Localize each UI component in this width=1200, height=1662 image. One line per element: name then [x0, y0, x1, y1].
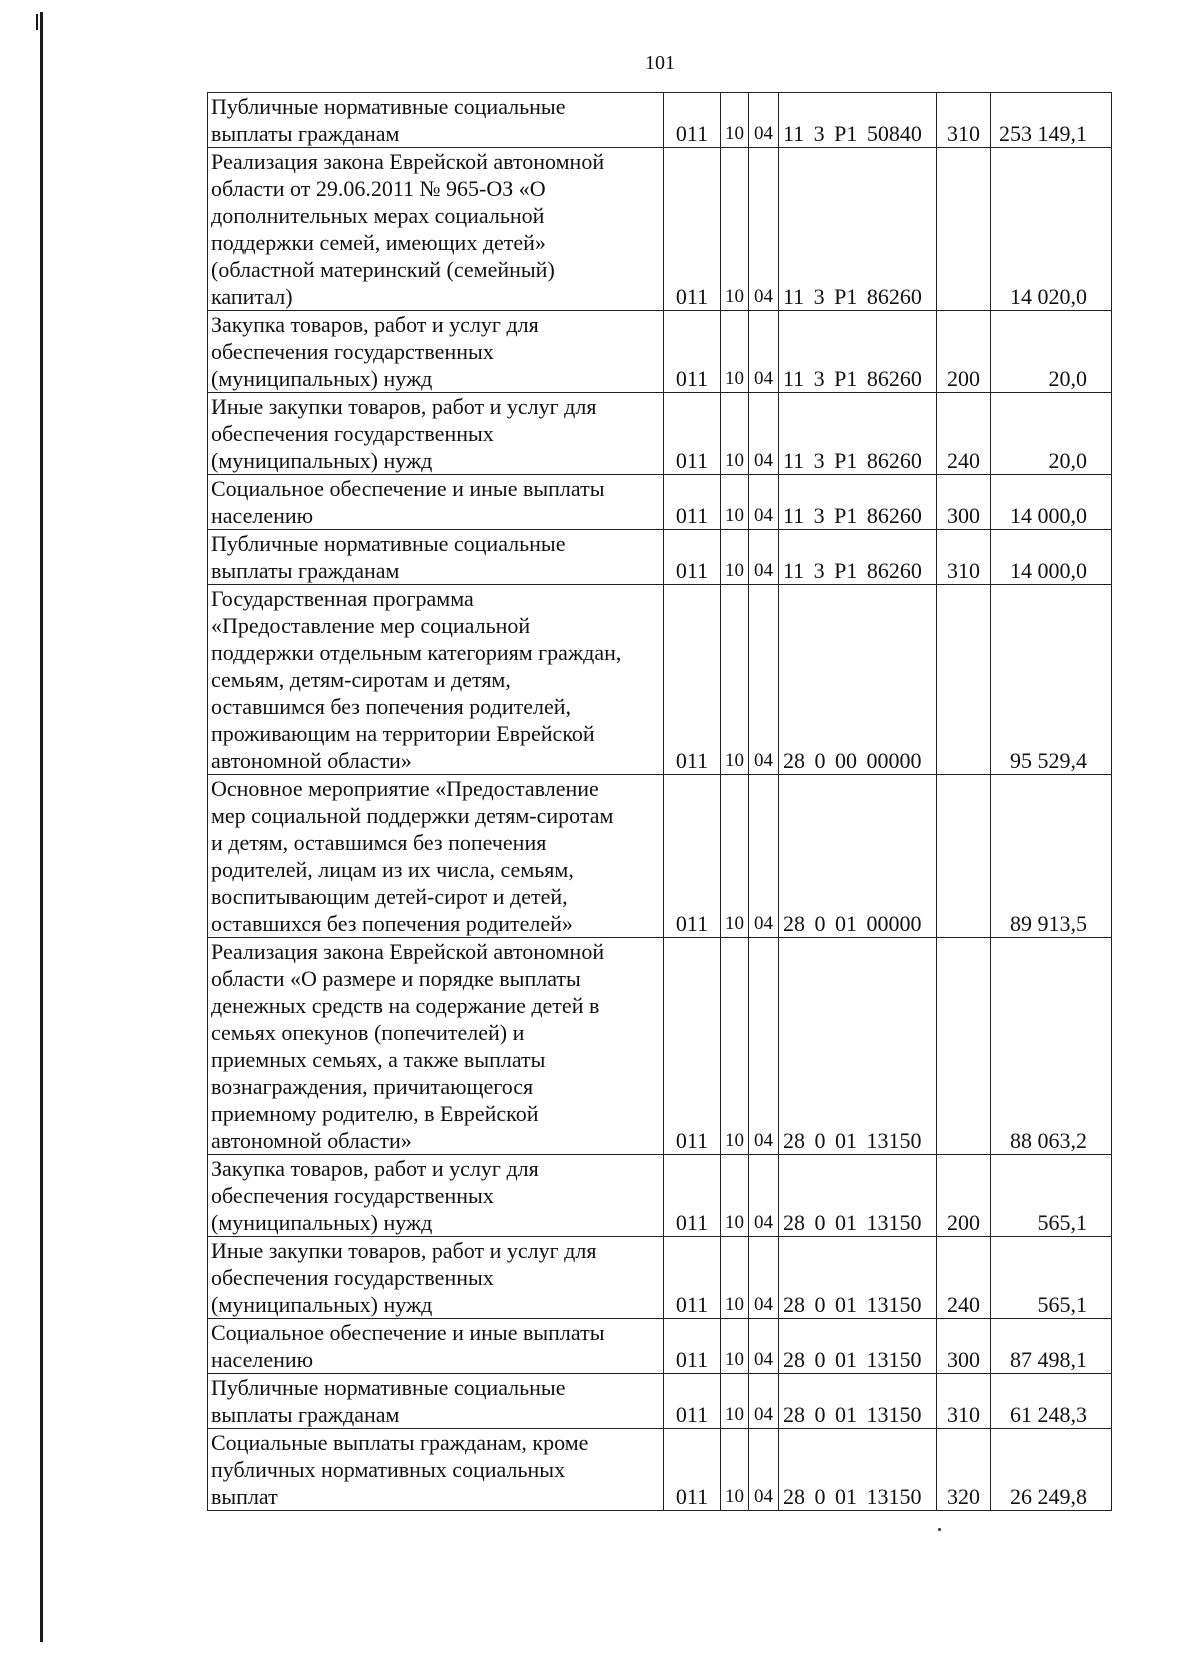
- target-article-code: 28 0 01 13150: [779, 1429, 937, 1511]
- page-number: 101: [645, 52, 675, 74]
- target-article-code: 28 0 01 13150: [779, 1319, 937, 1374]
- amount: 14 020,0: [991, 148, 1112, 311]
- amount: 26 249,8: [991, 1429, 1112, 1511]
- section-code: 10: [721, 1374, 749, 1429]
- ministry-code: 011: [664, 393, 721, 475]
- section-code: 10: [721, 1429, 749, 1511]
- ministry-code: 011: [664, 311, 721, 393]
- expense-type-code: [937, 938, 991, 1155]
- target-article-code: 11 3 Р1 86260: [779, 311, 937, 393]
- table-row: [208, 311, 1112, 393]
- row-name: Социальные выплаты гражданам, кроме публичных нормативных социальных выплат: [208, 1429, 664, 1511]
- table-body: [208, 93, 1112, 1511]
- amount: 14 000,0: [991, 530, 1112, 585]
- ministry-code: 011: [664, 938, 721, 1155]
- target-article-code: 11 3 Р1 50840: [779, 93, 937, 148]
- section-code: 10: [721, 938, 749, 1155]
- subsection-code: 04: [749, 775, 779, 938]
- target-article-code: 11 3 Р1 86260: [779, 393, 937, 475]
- ministry-code: 011: [664, 775, 721, 938]
- amount: 87 498,1: [991, 1319, 1112, 1374]
- ministry-code: 011: [664, 93, 721, 148]
- subsection-code: 04: [749, 1429, 779, 1511]
- row-name: Публичные нормативные социальные выплаты гражданам: [208, 1374, 664, 1429]
- row-name: Основное мероприятие «Предоставление мер социальной поддержки детям-сиротам и детям, оставшимся без попечения родителей, лицам из их числа, семьям, воспитывающим детей-сирот и детей, оставшихся без попечения родителей»: [208, 775, 664, 938]
- table-row: [208, 1319, 1112, 1374]
- target-article-code: 28 0 01 00000: [779, 775, 937, 938]
- table-row: [208, 530, 1112, 585]
- row-name: Закупка товаров, работ и услуг для обеспечения государственных (муниципальных) нужд: [208, 311, 664, 393]
- row-name: Публичные нормативные социальные выплаты гражданам: [208, 93, 664, 148]
- expense-type-code: 200: [937, 311, 991, 393]
- ministry-code: 011: [664, 1374, 721, 1429]
- expense-type-code: [937, 775, 991, 938]
- table-row: [208, 148, 1112, 311]
- subsection-code: 04: [749, 393, 779, 475]
- amount: 565,1: [991, 1155, 1112, 1237]
- expense-type-code: 320: [937, 1429, 991, 1511]
- subsection-code: 04: [749, 148, 779, 311]
- target-article-code: 28 0 00 00000: [779, 585, 937, 775]
- amount: 20,0: [991, 311, 1112, 393]
- subsection-code: 04: [749, 585, 779, 775]
- section-code: 10: [721, 1319, 749, 1374]
- expense-type-code: 300: [937, 475, 991, 530]
- expense-type-code: 200: [937, 1155, 991, 1237]
- target-article-code: 28 0 01 13150: [779, 1237, 937, 1319]
- section-code: 10: [721, 311, 749, 393]
- table-row: [208, 93, 1112, 148]
- section-code: 10: [721, 585, 749, 775]
- table-row: [208, 585, 1112, 775]
- ministry-code: 011: [664, 1429, 721, 1511]
- ministry-code: 011: [664, 148, 721, 311]
- table-row: [208, 475, 1112, 530]
- section-code: 10: [721, 393, 749, 475]
- section-code: 10: [721, 148, 749, 311]
- ministry-code: 011: [664, 1237, 721, 1319]
- target-article-code: 28 0 01 13150: [779, 1155, 937, 1237]
- amount: 61 248,3: [991, 1374, 1112, 1429]
- subsection-code: 04: [749, 1155, 779, 1237]
- target-article-code: 11 3 Р1 86260: [779, 148, 937, 311]
- row-name: Закупка товаров, работ и услуг для обеспечения государственных (муниципальных) нужд: [208, 1155, 664, 1237]
- expense-type-code: 310: [937, 1374, 991, 1429]
- ministry-code: 011: [664, 1319, 721, 1374]
- scan-dot: [938, 1528, 941, 1531]
- expense-type-code: 300: [937, 1319, 991, 1374]
- section-code: 10: [721, 1155, 749, 1237]
- expense-type-code: 240: [937, 393, 991, 475]
- row-name: Реализация закона Еврейской автономной области «О размере и порядке выплаты денежных средств на содержание детей в семьях опекунов (попечителей) и приемных семьях, а также выплаты вознаграждения, причитающегося приемному родителю, в Еврейской автономной области»: [208, 938, 664, 1155]
- section-code: 10: [721, 775, 749, 938]
- target-article-code: 28 0 01 13150: [779, 938, 937, 1155]
- table-row: [208, 1374, 1112, 1429]
- subsection-code: 04: [749, 1319, 779, 1374]
- expense-type-code: 310: [937, 93, 991, 148]
- expense-type-code: [937, 585, 991, 775]
- target-article-code: 11 3 Р1 86260: [779, 475, 937, 530]
- expense-type-code: [937, 148, 991, 311]
- amount: 89 913,5: [991, 775, 1112, 938]
- amount: 565,1: [991, 1237, 1112, 1319]
- section-code: 10: [721, 93, 749, 148]
- row-name: Социальное обеспечение и иные выплаты населению: [208, 1319, 664, 1374]
- margin-line-stub: [36, 14, 38, 30]
- table-row: [208, 1155, 1112, 1237]
- table-row: [208, 775, 1112, 938]
- subsection-code: 04: [749, 311, 779, 393]
- amount: 253 149,1: [991, 93, 1112, 148]
- expense-type-code: 240: [937, 1237, 991, 1319]
- subsection-code: 04: [749, 938, 779, 1155]
- ministry-code: 011: [664, 530, 721, 585]
- row-name: Иные закупки товаров, работ и услуг для обеспечения государственных (муниципальных) нужд: [208, 393, 664, 475]
- table-row: [208, 938, 1112, 1155]
- table-row: [208, 1429, 1112, 1511]
- row-name: Публичные нормативные социальные выплаты гражданам: [208, 530, 664, 585]
- row-name: Иные закупки товаров, работ и услуг для обеспечения государственных (муниципальных) нужд: [208, 1237, 664, 1319]
- table-row: [208, 1237, 1112, 1319]
- subsection-code: 04: [749, 93, 779, 148]
- amount: 88 063,2: [991, 938, 1112, 1155]
- row-name: Социальное обеспечение и иные выплаты населению: [208, 475, 664, 530]
- subsection-code: 04: [749, 1374, 779, 1429]
- section-code: 10: [721, 530, 749, 585]
- row-name: Государственная программа «Предоставление мер социальной поддержки отдельным категориям граждан, семьям, детям-сиротам и детям, оставшимся без попечения родителей, проживающим на территории Еврейской автономной области»: [208, 585, 664, 775]
- amount: 20,0: [991, 393, 1112, 475]
- margin-line: [40, 12, 43, 1642]
- subsection-code: 04: [749, 530, 779, 585]
- row-name: Реализация закона Еврейской автономной области от 29.06.2011 № 965-ОЗ «О дополнительных мерах социальной поддержки семей, имеющих детей» (областной материнский (семейный) капитал): [208, 148, 664, 311]
- amount: 95 529,4: [991, 585, 1112, 775]
- amount: 14 000,0: [991, 475, 1112, 530]
- budget-table: [207, 92, 1112, 1511]
- section-code: 10: [721, 1237, 749, 1319]
- target-article-code: 11 3 Р1 86260: [779, 530, 937, 585]
- subsection-code: 04: [749, 1237, 779, 1319]
- target-article-code: 28 0 01 13150: [779, 1374, 937, 1429]
- expense-type-code: 310: [937, 530, 991, 585]
- table-row: [208, 393, 1112, 475]
- subsection-code: 04: [749, 475, 779, 530]
- ministry-code: 011: [664, 585, 721, 775]
- section-code: 10: [721, 475, 749, 530]
- ministry-code: 011: [664, 1155, 721, 1237]
- ministry-code: 011: [664, 475, 721, 530]
